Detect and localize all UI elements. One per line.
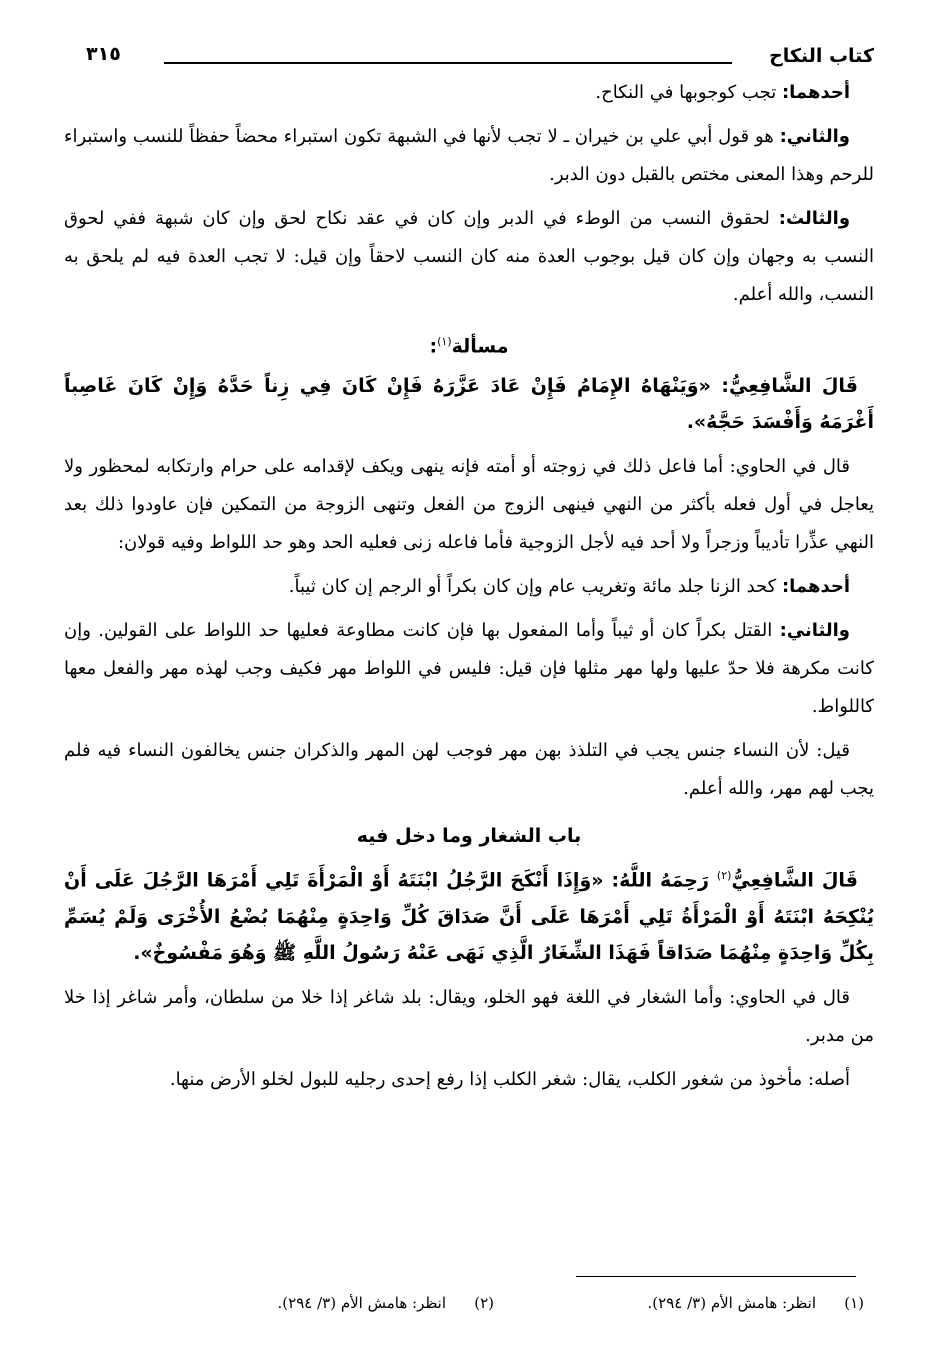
footnote-2 [124,1292,494,1314]
footnote-ref: (١) [437,335,452,348]
chapter-heading: باب الشغار وما دخل فيه [356,825,582,848]
masala-heading [64,322,874,366]
paragraph-text: هو قول أبي علي بن خيران ـ لا تجب لأنها في الشبهة تكون استبراء محضاً حفظاً للنسب واستبراء للرحم وهذا المعنى مختص بالقبل دون الدبر. [64,126,874,185]
quote-text: رَحِمَهُ اللَّهُ: «وَإِذَا أَنْكَحَ الرَّجُلُ ابْنَتَهُ أَوْ الْمَرْأَةَ تَلِي أَمْرَهَا الرَّجُلَ عَلَى أَنْ يُنْكِحَهُ ابْنَتَهُ أَوْ الْمَرْأَةُ تَلِي أَمْرَهَا عَلَى أَنَّ صَدَاقَ كُلِّ وَاحِدَةٍ مِنْهُمَا بُضْعُ الأُخْرَى وَلَمْ يُسَمِّ بِكُلِّ وَاحِدَةٍ مِنْهُمَا صَدَاقاً فَهَذَا الشِّغَارُ الَّذِي نَهَى عَنْهُ رَسُولُ اللَّهِ ﷺ وَهُوَ مَفْسُوخٌ». [64,869,874,964]
book-page [64,30,874,1105]
paragraph-shighar-origin: أصله: مأخوذ من شغور الكلب، يقال: شغر الكلب إذا رفع إحدى رجليه للبول لخلو الأرض منها. [169,1068,850,1090]
paragraph-lead: أحدهما: [781,576,850,598]
shafii-quote: قَالَ الشَّافِعِيُّ: «وَيَنْهَاهُ الإِمَامُ فَإِنْ عَادَ عَزَّرَهُ فَإِنْ كَانَ فِي زِناً حَدَّهُ وَإِنْ كَانَ غَاصِباً أَغْرَمَهُ وَأَفْسَدَ حَجَّهُ». [64,375,874,434]
quote-speaker: قَالَ الشَّافِعِيُّ [731,869,858,892]
header-rule [164,62,732,64]
page-header [64,30,874,74]
paragraph-text: تجب كوجوبها في النكاح. [595,82,782,103]
shafii-quote-shighar [64,858,874,970]
footnote-rule [576,1276,856,1277]
footnotes [124,1292,864,1314]
paragraph-text: القتل بكراً كان أو ثيباً وأما المفعول بها فإن كانت مطاوعة فعليها حد اللواط على القولين. وإن كانت مكرهة فلا حدّ عليها ولها مهر مثلها فإن قيل: فليس في اللواط مهر فكيف وجب لهذه مهر والفعل معها كاللواط. [64,620,874,718]
paragraph-text: لحقوق النسب من الوطء في الدبر وإن كان في عقد نكاح لحق وإن كان شبهة ففي لحوق النسب به وجهان وإن كان قيل بوجوب العدة منه كان النسب لاحقاً وإن قيل: لا تجب العدة فيه لم يلحق به النسب، والله أعلم. [64,208,874,305]
paragraph-third-opinion [64,200,874,314]
footnote-number: (٢) [474,1294,494,1312]
footnote-ref: (٢) [716,869,732,883]
paragraph-reply: قيل: لأن النساء جنس يجب في التلذذ بهن مهر فوجب لهن المهر والذكران جنس يخالفون النساء فيه فلم يجب لهم مهر، والله أعلم. [64,740,874,800]
paragraph-first-saying [64,568,874,606]
footnote-text: انظر: هامش الأم (٣/ ٢٩٤). [277,1294,446,1312]
footnote-number: (١) [844,1294,864,1312]
paragraph-second-opinion [64,118,874,194]
paragraph-hawi-commentary: قال في الحاوي: أما فاعل ذلك في زوجته أو أمته فإنه ينهى ويكف لإقدامه على حرام وارتكابه لمحظور ولا يعاجل في أول فعله بأكثر من النهي فينهى الزوج من الفعل وتنهى الزوجة من التمكين فإن عاودوا ذلك بعد النهي عذِّرا تأديباً وزجراً ولا أحد فيه لأجل الزوجية فأما فاعله زنى فعليه الحد وهو حد اللواط وفيه قولان: [64,456,874,554]
paragraph-second-saying [64,612,874,726]
paragraph-shighar-definition: قال في الحاوي: وأما الشغار في اللغة فهو الخلو، ويقال: بلد شاغر إذا خلا من سلطان، وأمر شاغر إذا خلا من مدبر. [64,986,874,1046]
page-number: ٣١٥ [86,43,121,65]
paragraph-first-opinion [64,74,874,112]
paragraph-lead: والثالث: [778,208,851,229]
paragraph-lead: أحدهما: [781,82,850,103]
footnote-1 [494,1292,864,1314]
paragraph-text: كحد الزنا جلد مائة وتغريب عام وإن كان بكراً أو الرجم إن كان ثيباً. [288,576,782,598]
masala-title: مسألة [451,335,509,358]
masala-colon: : [429,335,438,358]
running-title: كتاب النكاح [769,45,874,67]
footnote-text: انظر: هامش الأم (٣/ ٢٩٤). [647,1294,816,1312]
paragraph-lead: والثاني: [779,126,850,147]
paragraph-lead: والثاني: [779,620,850,642]
